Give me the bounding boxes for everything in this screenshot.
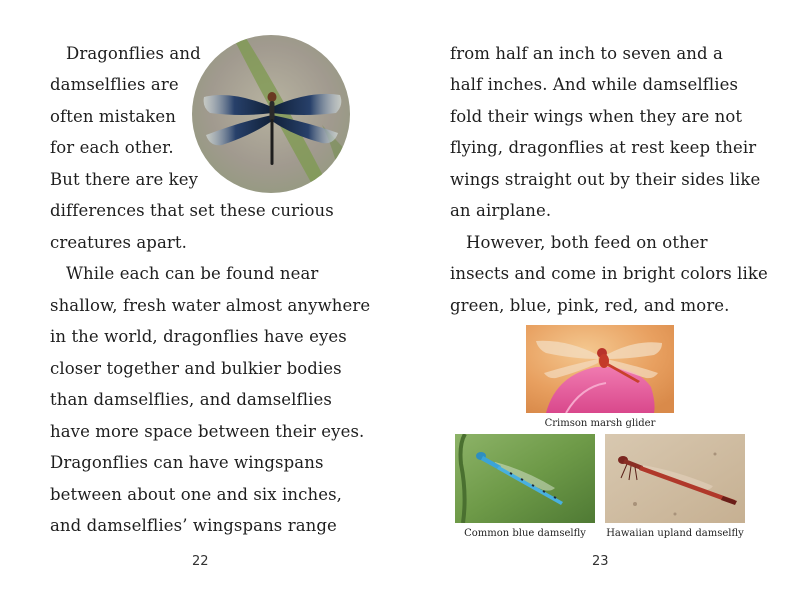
text-line: flying, dragonflies at rest keep their (450, 138, 757, 157)
caption-hawaiian-upland-damselfly: Hawaiian upland damselfly (606, 528, 744, 539)
caption-crimson-marsh-glider: Crimson marsh glider (544, 418, 656, 429)
text-line: half inches. And while damselflies (450, 75, 739, 94)
text-line: However, both feed on other (466, 233, 708, 252)
text-line: green, blue, pink, red, and more. (450, 296, 730, 315)
text-line: insects and come in bright colors like (450, 264, 768, 283)
page-number: 22 (192, 554, 209, 569)
text-line: an airplane. (450, 201, 552, 220)
dragonfly-circle-photo (192, 35, 350, 193)
text-line: damselflies are (50, 75, 179, 94)
common-blue-damselfly-photo (455, 434, 595, 523)
crimson-marsh-glider-photo (526, 325, 674, 413)
text-line: have more space between their eyes. (50, 422, 365, 441)
text-line: creatures apart. (50, 233, 187, 252)
text-line: While each can be found near (66, 264, 319, 283)
text-line: Dragonflies can have wingspans (50, 453, 324, 472)
text-line: closer together and bulkier bodies (50, 359, 342, 378)
text-line: in the world, dragonflies have eyes (50, 327, 347, 346)
page-number: 23 (592, 554, 609, 569)
text-line: wings straight out by their sides like (450, 170, 761, 189)
text-line: than damselflies, and damselflies (50, 390, 332, 409)
text-line: often mistaken (50, 107, 176, 126)
text-line: shallow, fresh water almost anywhere (50, 296, 371, 315)
text-line: between about one and six inches, (50, 485, 343, 504)
text-line: But there are key (50, 170, 199, 189)
caption-common-blue-damselfly: Common blue damselfly (464, 528, 586, 539)
text-line: differences that set these curious (50, 201, 334, 220)
hawaiian-upland-damselfly-photo (605, 434, 745, 523)
text-line: fold their wings when they are not (450, 107, 743, 126)
text-line: and damselflies’ wingspans range (50, 516, 337, 535)
right-page (400, 0, 800, 600)
text-line: for each other. (50, 138, 174, 157)
text-line: from half an inch to seven and a (450, 44, 723, 63)
text-line: Dragonflies and (66, 44, 201, 63)
